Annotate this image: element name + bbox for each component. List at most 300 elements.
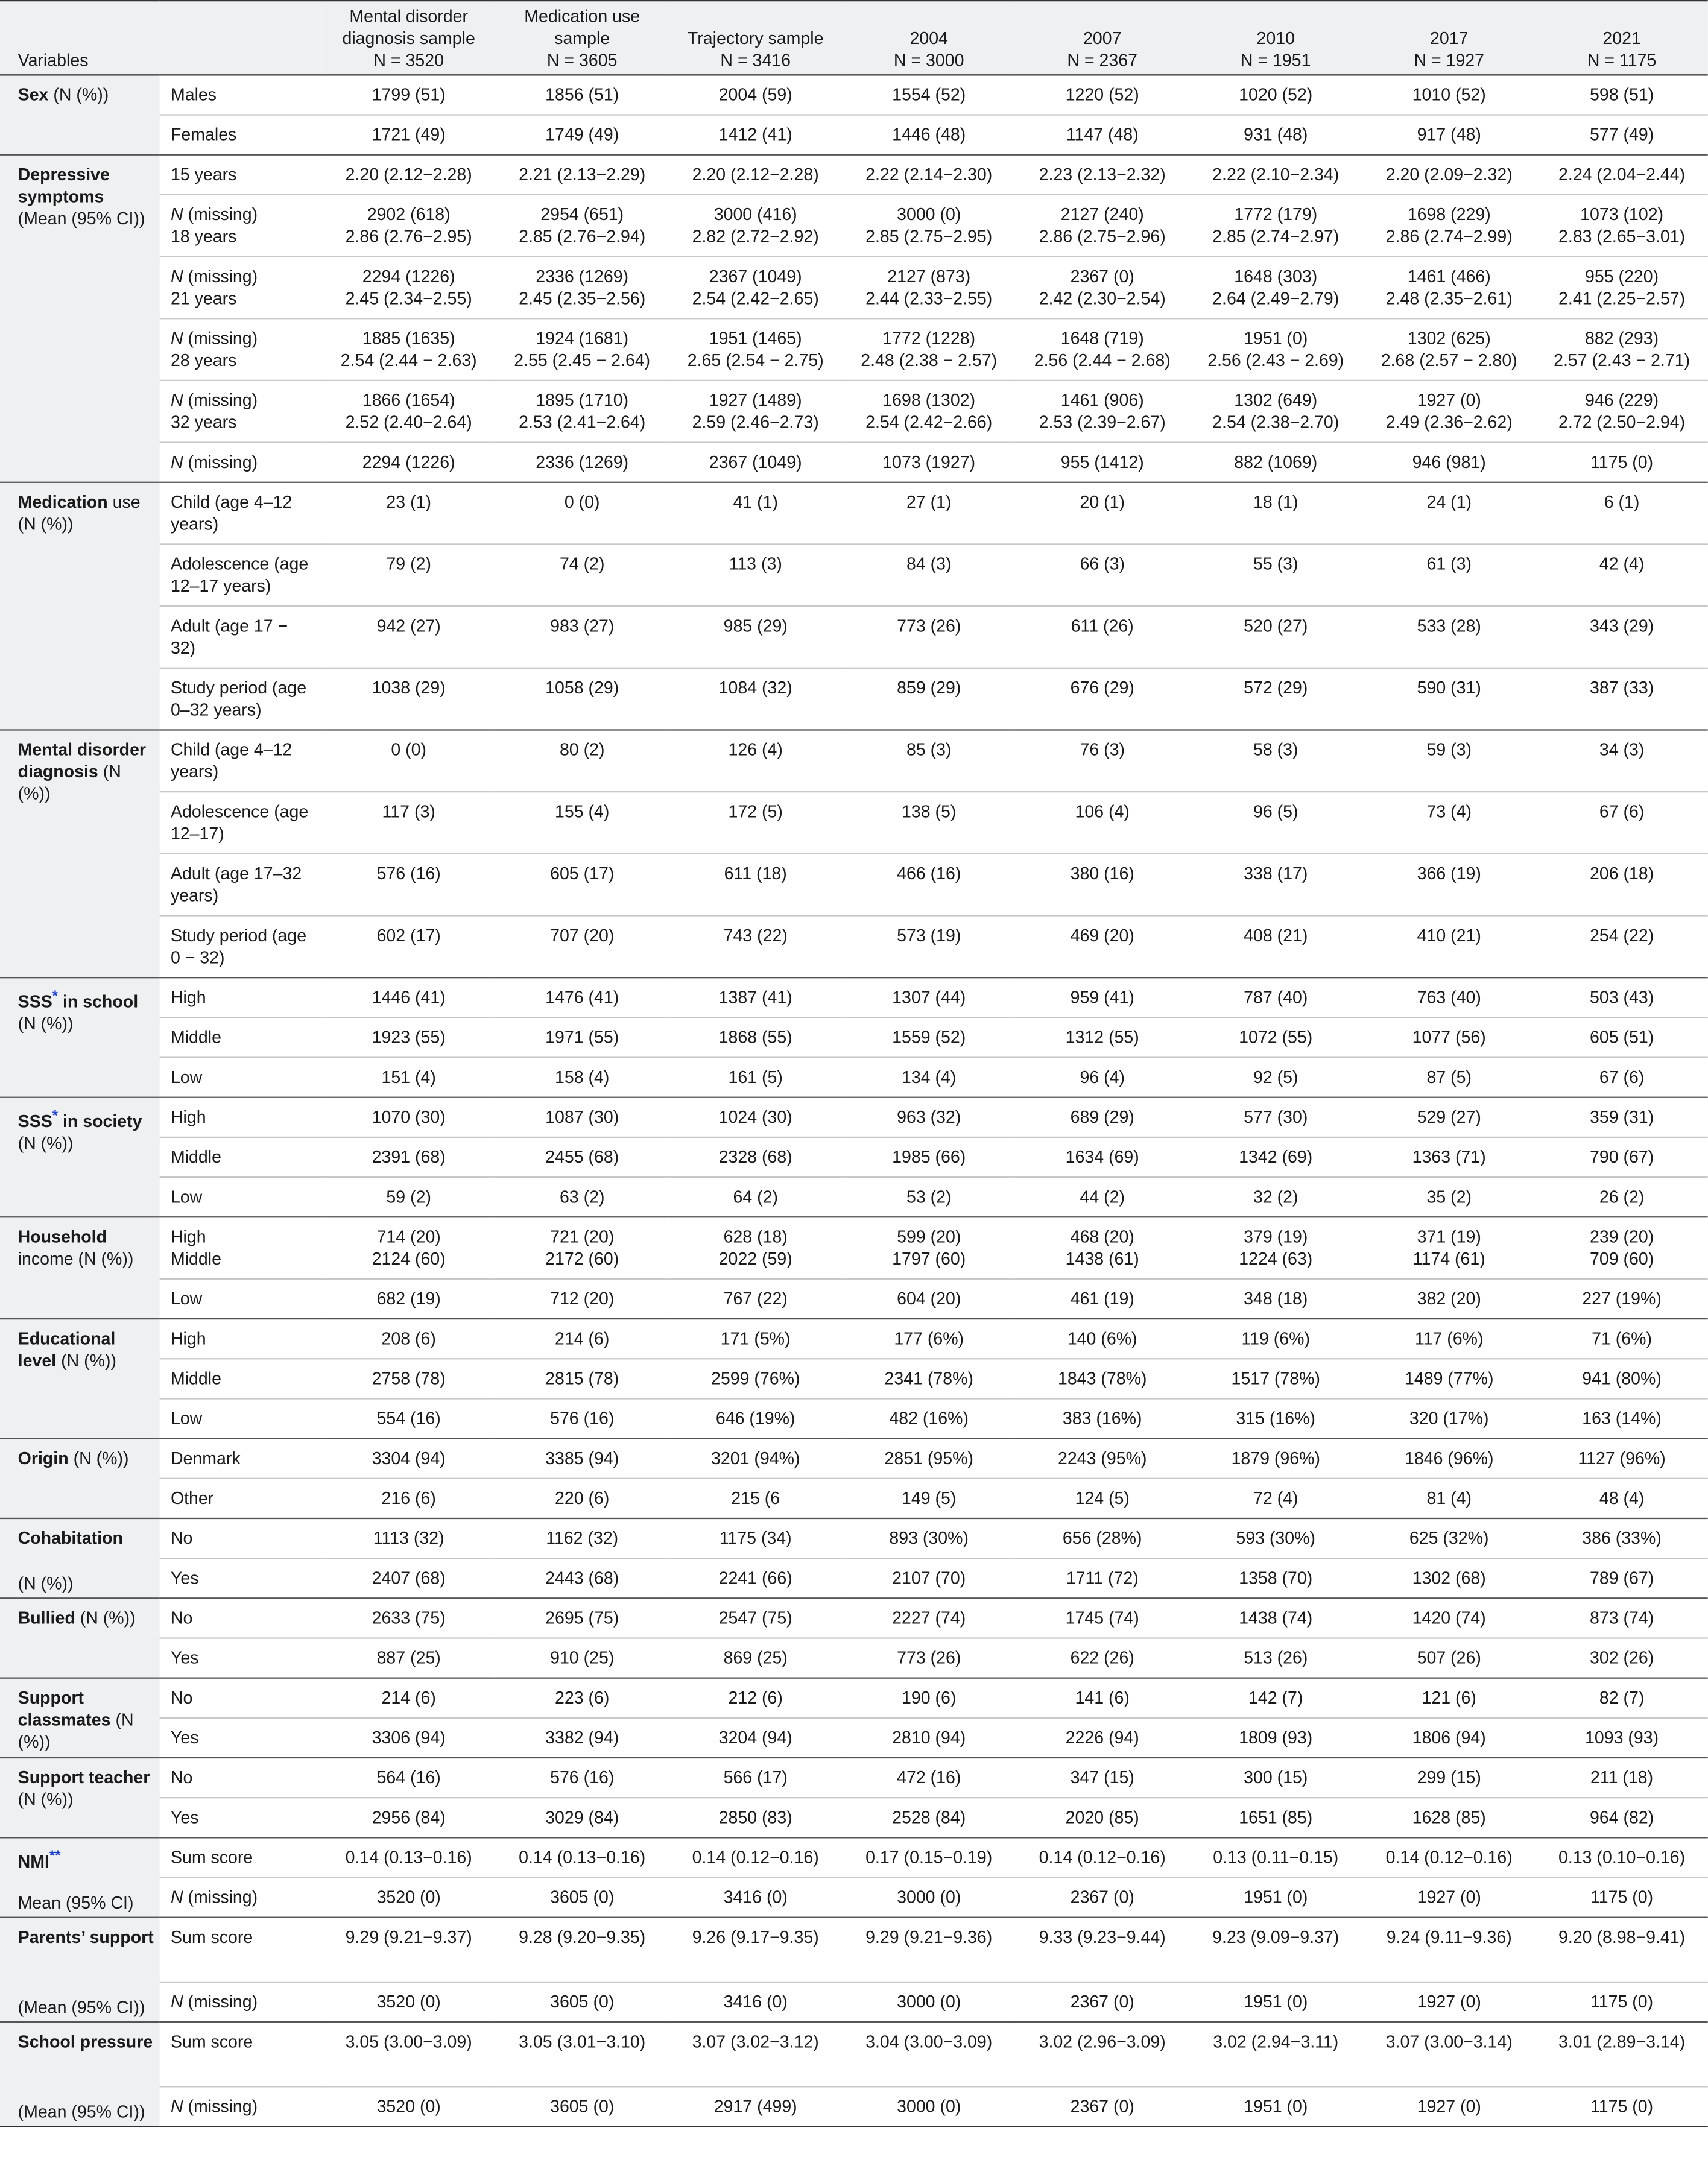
- cell-value: 1302 (625): [1407, 329, 1491, 349]
- data-cell: [322, 381, 496, 443]
- data-cell: [842, 1439, 1016, 1479]
- cell-value: 32 (2): [1253, 1187, 1298, 1207]
- cell-value: 20 (1): [1080, 492, 1125, 512]
- data-cell: [1016, 1678, 1189, 1718]
- data-cell: [1189, 1058, 1362, 1097]
- cell-value: 507 (26): [1417, 1648, 1481, 1668]
- column-header: [1536, 1, 1707, 75]
- data-cell: [669, 1177, 843, 1217]
- cell-value: 1648 (303): [1234, 267, 1318, 286]
- data-cell: [1362, 115, 1536, 155]
- data-cell: [842, 381, 1016, 443]
- cell-value: 1024 (30): [718, 1107, 792, 1127]
- data-cell: [669, 1718, 843, 1758]
- data-cell: [495, 257, 669, 319]
- row-label: [160, 1319, 322, 1359]
- cell-value-2: 1224 (63): [1239, 1249, 1313, 1269]
- cell-value: 869 (25): [723, 1648, 788, 1668]
- cell-value: 1387 (41): [718, 988, 792, 1008]
- data-cell: [842, 1017, 1016, 1057]
- cell-value: 42 (4): [1599, 554, 1645, 574]
- data-cell: [1362, 2022, 1536, 2086]
- cell-value: 239 (20): [1589, 1227, 1654, 1247]
- cell-value: 1895 (1710): [536, 391, 629, 410]
- data-cell: [669, 1439, 843, 1479]
- data-cell: [495, 443, 669, 482]
- data-cell: [322, 668, 496, 730]
- column-title: Medication use sample: [524, 7, 640, 48]
- data-cell: [669, 318, 843, 381]
- data-cell: [495, 792, 669, 854]
- data-cell: [1016, 792, 1189, 854]
- cell-value: 214 (6): [554, 1329, 610, 1349]
- cell-value-2: 2.72 (2.50−2.94): [1558, 412, 1686, 432]
- cell-value: 0.14 (0.12−0.16): [1039, 1848, 1166, 1868]
- cell-value: 1628 (85): [1412, 1808, 1486, 1828]
- cell-value: 1087 (30): [545, 1107, 619, 1127]
- data-cell: [669, 730, 843, 792]
- row-label-text: N (missing): [170, 267, 258, 286]
- data-cell: [1362, 1798, 1536, 1837]
- cell-value: 2227 (74): [892, 1608, 966, 1628]
- column-header: [495, 1, 669, 75]
- variable-group: [0, 1518, 1708, 1598]
- row-label-text: Yes: [170, 1728, 199, 1748]
- data-cell: [669, 1837, 843, 1877]
- cell-value: 468 (20): [1070, 1227, 1134, 1247]
- cell-value: 117 (3): [382, 802, 435, 822]
- data-cell: [1536, 1137, 1707, 1177]
- cell-value: 1951 (0): [1244, 1887, 1308, 1907]
- cell-value: 1745 (74): [1065, 1608, 1139, 1628]
- cell-value: 254 (22): [1589, 926, 1654, 946]
- data-cell: [495, 2086, 669, 2126]
- data-cell: [322, 1758, 496, 1798]
- variable-name-suffix: in school: [58, 992, 139, 1012]
- cell-value: 140 (6%): [1067, 1329, 1137, 1349]
- cell-value: 149 (5): [902, 1488, 957, 1508]
- variable-label: [0, 1758, 160, 1837]
- data-cell: [1016, 1137, 1189, 1177]
- row-label-text: Sum score: [170, 1927, 253, 1947]
- data-cell: [495, 1982, 669, 2022]
- cell-value: 141 (6): [1075, 1688, 1130, 1708]
- data-cell: [322, 1359, 496, 1398]
- cell-value: 3416 (0): [723, 1992, 788, 2012]
- cell-value: 1924 (1681): [536, 329, 629, 349]
- variable-label: [0, 482, 160, 730]
- row-label-text: Low: [170, 1067, 203, 1087]
- variable-label: [0, 1097, 160, 1217]
- data-cell: [1189, 1097, 1362, 1137]
- data-cell: [669, 1558, 843, 1598]
- data-cell: [669, 1398, 843, 1438]
- data-cell: [1362, 1598, 1536, 1638]
- cell-value: 383 (16%): [1062, 1409, 1142, 1429]
- cell-value: 126 (4): [728, 740, 783, 760]
- data-cell: [495, 1058, 669, 1097]
- data-cell: [1536, 1598, 1707, 1638]
- cell-value: 26 (2): [1599, 1187, 1645, 1207]
- data-cell: [1189, 1217, 1362, 1279]
- cell-value: 113 (3): [729, 554, 782, 574]
- table-row: [0, 1097, 1708, 1137]
- cell-value: 3.02 (2.96−3.09): [1039, 2032, 1166, 2052]
- cell-value: 2243 (95%): [1057, 1448, 1147, 1468]
- row-label-text: Denmark: [170, 1448, 241, 1468]
- data-cell: [1189, 1598, 1362, 1638]
- cell-value: 172 (5): [728, 802, 783, 822]
- cell-value: 790 (67): [1589, 1148, 1654, 1167]
- data-cell: [1016, 2086, 1189, 2126]
- cell-value: 1302 (649): [1234, 391, 1318, 410]
- variable-group: [0, 1678, 1708, 1758]
- cell-value: 1711 (72): [1066, 1568, 1139, 1588]
- table-row: [0, 544, 1708, 606]
- variable-name: SSS: [17, 992, 52, 1012]
- row-label: [160, 482, 322, 545]
- cell-value: 3304 (94): [372, 1448, 446, 1468]
- row-label: [160, 1918, 322, 1982]
- table-row: [0, 1439, 1708, 1479]
- cell-value: 2328 (68): [718, 1148, 792, 1167]
- cell-value-2: 2022 (59): [718, 1249, 792, 1269]
- data-cell: [842, 1177, 1016, 1217]
- data-cell: [669, 1878, 843, 1918]
- data-cell: [1016, 2022, 1189, 2086]
- row-label: [160, 1279, 322, 1319]
- row-label: [160, 916, 322, 978]
- data-cell: [1362, 916, 1536, 978]
- variable-group: [0, 1319, 1708, 1439]
- cell-value: 605 (51): [1589, 1028, 1654, 1047]
- cell-value: 155 (4): [554, 802, 610, 822]
- data-cell: [842, 1598, 1016, 1638]
- cell-value: 3605 (0): [550, 1992, 615, 2012]
- cell-value: 3201 (94%): [710, 1448, 800, 1468]
- cell-value-2: 2.64 (2.49−2.79): [1212, 289, 1340, 309]
- cell-value: 190 (6): [902, 1688, 957, 1708]
- data-cell: [495, 1918, 669, 1982]
- data-cell: [842, 606, 1016, 668]
- data-cell: [1536, 1359, 1707, 1398]
- cell-value: 622 (26): [1070, 1648, 1134, 1668]
- data-cell: [1016, 1918, 1189, 1982]
- table-row: [0, 2086, 1708, 2126]
- cell-value: 1772 (1228): [882, 329, 976, 349]
- cell-value: 9.29 (9.21−9.37): [345, 1927, 472, 1947]
- cell-value: 773 (26): [897, 616, 961, 636]
- cell-value: 763 (40): [1417, 988, 1481, 1008]
- cell-value: 3.07 (3.02−3.12): [692, 2032, 819, 2052]
- row-label: [160, 544, 322, 606]
- data-cell: [322, 1177, 496, 1217]
- data-cell: [842, 1798, 1016, 1837]
- row-label: [160, 1638, 322, 1678]
- data-cell: [1016, 1558, 1189, 1598]
- row-label: [160, 115, 322, 155]
- data-cell: [842, 1359, 1016, 1398]
- cell-value: 983 (27): [550, 616, 615, 636]
- data-cell: [669, 668, 843, 730]
- cell-value: 611 (26): [1071, 616, 1134, 636]
- cell-value: 1772 (179): [1234, 204, 1318, 224]
- cell-value: 712 (20): [550, 1289, 615, 1309]
- cell-value: 3029 (84): [545, 1808, 619, 1828]
- data-cell: [1189, 1758, 1362, 1798]
- cell-value: 466 (16): [897, 864, 961, 883]
- cell-value-2: 2.52 (2.40−2.64): [345, 412, 472, 432]
- row-label: [160, 1598, 322, 1638]
- data-cell: [1189, 195, 1362, 257]
- data-cell: [1362, 75, 1536, 115]
- table-row: [0, 1598, 1708, 1638]
- cell-value: 520 (27): [1244, 616, 1308, 636]
- cell-value: 9.26 (9.17−9.35): [692, 1927, 819, 1947]
- data-cell: [1362, 1279, 1536, 1319]
- cell-value: 2954 (651): [540, 204, 624, 224]
- data-cell: [1536, 1279, 1707, 1319]
- cell-value: 64 (2): [733, 1187, 778, 1207]
- table-row: [0, 1177, 1708, 1217]
- data-cell: [1016, 606, 1189, 668]
- cell-value: 2850 (83): [718, 1808, 792, 1828]
- data-cell: [669, 544, 843, 606]
- data-cell: [669, 1319, 843, 1359]
- data-cell: [669, 155, 843, 195]
- data-cell: [1189, 115, 1362, 155]
- data-cell: [1362, 730, 1536, 792]
- data-cell: [1536, 2086, 1707, 2126]
- variable-label: [0, 1439, 160, 1518]
- cell-value: 92 (5): [1253, 1067, 1298, 1087]
- cell-value: 106 (4): [1075, 802, 1130, 822]
- row-label-text: Males: [170, 85, 217, 105]
- cell-value: 2367 (0): [1070, 2097, 1134, 2117]
- data-cell: [842, 916, 1016, 978]
- cell-value: 1517 (78%): [1231, 1369, 1320, 1389]
- cell-value: 3520 (0): [376, 2097, 441, 2117]
- cell-value: 214 (6): [381, 1688, 436, 1708]
- data-cell: [1536, 1638, 1707, 1678]
- data-cell: [1016, 1017, 1189, 1057]
- data-cell: [1016, 1837, 1189, 1877]
- cell-value: 366 (19): [1417, 864, 1481, 883]
- data-cell: [842, 792, 1016, 854]
- cell-value: 2.20 (2.12−2.28): [692, 165, 819, 185]
- row-label-text: Adult (age 17 − 32): [170, 616, 288, 658]
- cell-value: 1072 (55): [1239, 1028, 1313, 1047]
- data-cell: [1016, 668, 1189, 730]
- cell-value-2: 2.54 (2.42−2.66): [865, 412, 993, 432]
- row-label-text: Middle: [170, 1148, 221, 1167]
- table-row: [0, 1479, 1708, 1518]
- data-cell: [1536, 195, 1707, 257]
- variable-label: [0, 730, 160, 977]
- cell-value: 882 (1069): [1234, 452, 1318, 472]
- variable-unit: (N (%)): [80, 1608, 136, 1628]
- data-cell: [1189, 1837, 1362, 1877]
- data-cell: [1362, 257, 1536, 319]
- cell-value: 3000 (0): [897, 1887, 961, 1907]
- data-cell: [495, 482, 669, 545]
- cell-value: 1358 (70): [1239, 1568, 1313, 1588]
- data-cell: [669, 792, 843, 854]
- data-cell: [669, 482, 843, 545]
- data-cell: [842, 257, 1016, 319]
- data-cell: [322, 195, 496, 257]
- data-cell: [1016, 1058, 1189, 1097]
- data-cell: [1189, 977, 1362, 1017]
- data-cell: [1016, 1718, 1189, 1758]
- column-n: N = 3520: [373, 51, 444, 71]
- data-cell: [322, 1982, 496, 2022]
- row-label: [160, 668, 322, 730]
- row-label: [160, 381, 322, 443]
- cell-value: 1420 (74): [1412, 1608, 1486, 1628]
- data-cell: [1189, 318, 1362, 381]
- data-cell: [1536, 2022, 1707, 2086]
- data-cell: [842, 668, 1016, 730]
- data-cell: [495, 1398, 669, 1438]
- data-cell: [1362, 1137, 1536, 1177]
- row-label-text: Study period (age 0 − 32): [170, 926, 307, 968]
- data-cell: [1189, 75, 1362, 115]
- row-label: [160, 1758, 322, 1798]
- data-cell: [842, 75, 1016, 115]
- data-cell: [669, 1017, 843, 1057]
- data-cell: [1362, 977, 1536, 1017]
- cell-value: 220 (6): [554, 1488, 610, 1508]
- row-label-text: No: [170, 1688, 193, 1708]
- cell-value: 3605 (0): [550, 1887, 615, 1907]
- cell-value: 946 (229): [1585, 391, 1659, 410]
- data-cell: [1016, 730, 1189, 792]
- cell-value: 461 (19): [1070, 1289, 1134, 1309]
- variable-label: [0, 1319, 160, 1439]
- cell-value: 941 (80%): [1582, 1369, 1662, 1389]
- cell-value: 1307 (44): [892, 988, 966, 1008]
- cell-value: 1554 (52): [892, 85, 966, 105]
- cell-value-2: 2.42 (2.30−2.54): [1039, 289, 1166, 309]
- data-cell: [322, 318, 496, 381]
- data-cell: [322, 854, 496, 916]
- cell-value: 0.13 (0.11−0.15): [1213, 1848, 1339, 1868]
- cell-value: 1084 (32): [718, 678, 792, 698]
- cell-value: 2.23 (2.13−2.32): [1039, 165, 1166, 185]
- cell-value: 87 (5): [1426, 1067, 1472, 1087]
- data-cell: [495, 1518, 669, 1558]
- cell-value: 1113 (32): [373, 1529, 444, 1549]
- cell-value: 2633 (75): [372, 1608, 446, 1628]
- row-label-text: Low: [170, 1289, 203, 1309]
- cell-value: 0 (0): [564, 492, 600, 512]
- cell-value: 3520 (0): [376, 1887, 441, 1907]
- cell-value: 2851 (95%): [884, 1448, 973, 1468]
- cell-value: 3000 (416): [713, 204, 797, 224]
- cell-value: 1951 (0): [1244, 329, 1308, 349]
- data-cell: [669, 2022, 843, 2086]
- cell-value: 300 (15): [1244, 1768, 1308, 1788]
- cell-value: 206 (18): [1589, 864, 1654, 883]
- data-cell: [669, 1479, 843, 1518]
- variable-unit-cell: (Mean (95% CI)): [0, 2086, 160, 2126]
- row-label: [160, 1982, 322, 2022]
- cell-value: 2407 (68): [372, 1568, 446, 1588]
- cell-value: 2.21 (2.13−2.29): [519, 165, 646, 185]
- data-cell: [495, 115, 669, 155]
- table-row: [0, 1718, 1708, 1758]
- variable-name: Parents’ support: [17, 1927, 154, 1947]
- data-cell: [1016, 1638, 1189, 1678]
- data-cell: [1016, 482, 1189, 545]
- data-cell: [1016, 1798, 1189, 1837]
- cell-value: 611 (18): [724, 864, 787, 883]
- data-cell: [669, 257, 843, 319]
- data-cell: [842, 854, 1016, 916]
- cell-value: 625 (32%): [1409, 1529, 1489, 1549]
- variable-unit: (N (%)): [17, 1134, 74, 1154]
- data-cell: [1016, 1479, 1189, 1518]
- cell-value-2: 1797 (60): [892, 1249, 966, 1269]
- data-cell: [495, 1137, 669, 1177]
- data-cell: [1189, 916, 1362, 978]
- cell-value: 1866 (1654): [362, 391, 455, 410]
- cell-value: 1038 (29): [372, 678, 446, 698]
- row-label: [160, 1798, 322, 1837]
- data-cell: [1362, 1017, 1536, 1057]
- data-cell: [1016, 1439, 1189, 1479]
- data-cell: [669, 1137, 843, 1177]
- cell-value: 2695 (75): [545, 1608, 619, 1628]
- cell-value: 1951 (1465): [709, 329, 802, 349]
- cell-value: 469 (20): [1070, 926, 1134, 946]
- table-row: [0, 668, 1708, 730]
- cell-value: 1634 (69): [1065, 1148, 1139, 1167]
- cell-value: 1927 (1489): [709, 391, 802, 410]
- data-cell: [669, 1217, 843, 1279]
- cell-value: 602 (17): [376, 926, 441, 946]
- cell-value: 893 (30%): [889, 1529, 969, 1549]
- cell-value: 2004 (59): [718, 85, 792, 105]
- variable-unit: use (N (%)): [17, 492, 141, 534]
- row-label: [160, 1177, 322, 1217]
- data-cell: [322, 482, 496, 545]
- cell-value: 2956 (84): [372, 1808, 446, 1828]
- data-cell: [1536, 1319, 1707, 1359]
- table-row: [0, 482, 1708, 545]
- data-cell: [495, 1279, 669, 1319]
- row-label-text: Yes: [170, 1808, 199, 1828]
- cell-value: 211 (18): [1590, 1768, 1654, 1788]
- row-label: [160, 1097, 322, 1137]
- data-cell: [322, 443, 496, 482]
- cell-value: 1846 (96%): [1405, 1448, 1494, 1468]
- data-cell: [1362, 1518, 1536, 1558]
- cell-value: 163 (14%): [1582, 1409, 1662, 1429]
- cell-value: 2.20 (2.12−2.28): [345, 165, 472, 185]
- variable-name: Depressive symptoms: [17, 165, 110, 207]
- data-cell: [1362, 792, 1536, 854]
- variable-unit: (Mean (95% CI)): [17, 209, 145, 229]
- variable-unit: (N (%)): [53, 85, 109, 105]
- cell-value: 121 (6): [1422, 1688, 1476, 1708]
- data-cell: [495, 668, 669, 730]
- cell-value-2: 2.85 (2.76−2.94): [519, 227, 646, 247]
- row-label-text: N (missing): [170, 2097, 258, 2117]
- data-cell: [1536, 792, 1707, 854]
- cell-value: 3204 (94): [718, 1728, 792, 1748]
